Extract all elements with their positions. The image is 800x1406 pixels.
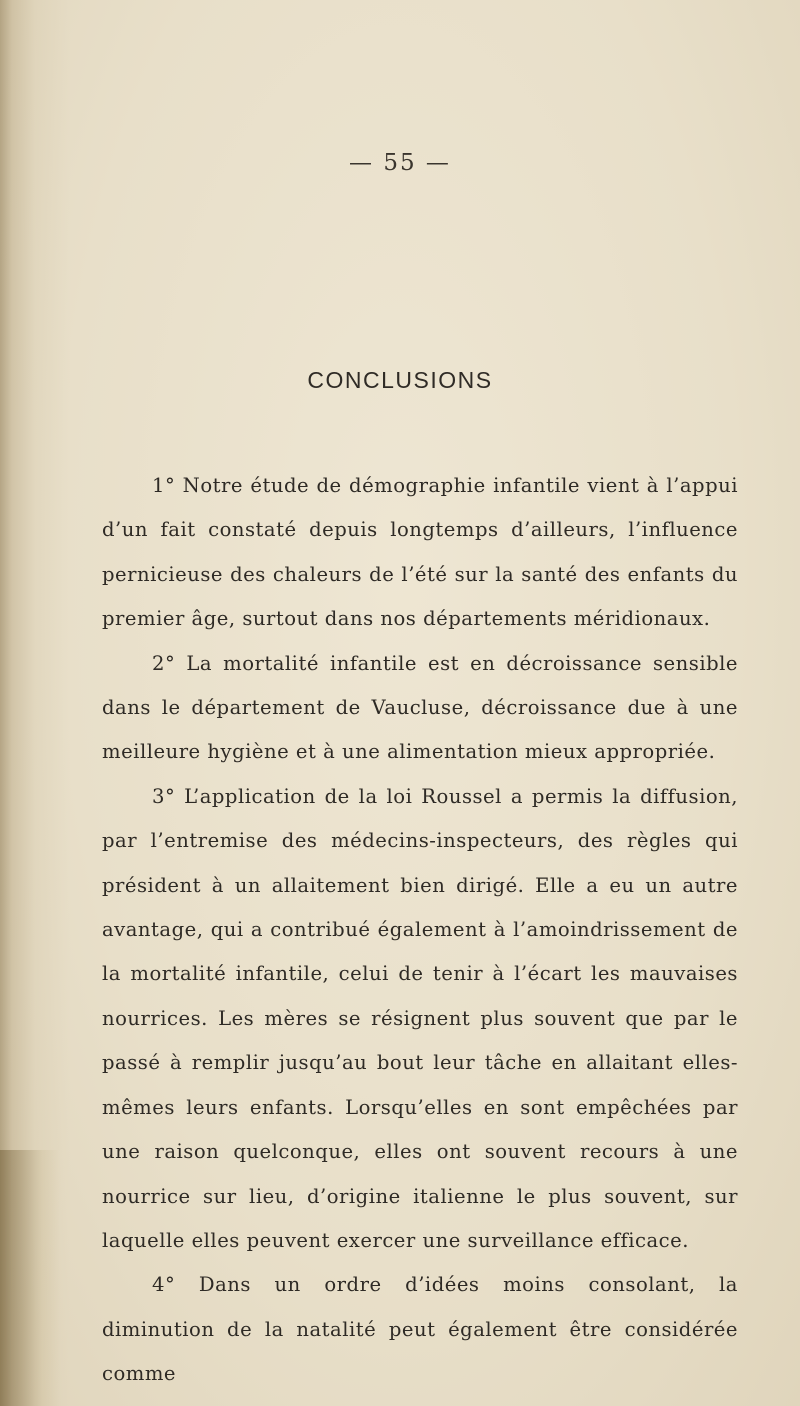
paragraph-2: 2° La mortalité infantile est en décroissance sensible dans le département de Vaucluse, décroissance due à une meilleure hygiène et à une alimentation mieux appropriée. [102, 651, 738, 764]
paragraph-4: 4° Dans un ordre d’idées moins consolant, la diminution de la natalité peut également être considérée comme [102, 1273, 738, 1386]
page-number: — 55 — [349, 150, 451, 176]
paragraph-3: 3° L’application de la loi Roussel a permis la diffusion, par l’entremise des médecins-inspecteurs, des règles qui président à un allaitement bien dirigé. Elle a eu un autre avantage, qui a contribué également à l’amoindrissement de la mortalité infantile, celui de tenir à l’écart les mauvaises nourrices. Les mères se résignent plus souvent que par le passé à remplir jusqu’au bout leur tâche en allaitant elles-mêmes leurs enfants. Lorsqu’elles en sont empêchées par une raison quelconque, elles ont souvent recours à une nourrice sur lieu, d’origine italienne le plus souvent, sur laquelle elles peuvent exercer une surveillance efficace. [102, 784, 738, 1252]
paragraph-1: 1° Notre étude de démographie infantile vient à l’appui d’un fait constaté depuis longtemps d’ailleurs, l’influence pernicieuse des chaleurs de l’été sur la santé des enfants du premier âge, surtout dans nos départements méridionaux. [102, 474, 738, 631]
paper-stain [0, 1150, 60, 1406]
page-title: CONCLUSIONS [307, 367, 493, 393]
conclusions-body [102, 464, 738, 1397]
